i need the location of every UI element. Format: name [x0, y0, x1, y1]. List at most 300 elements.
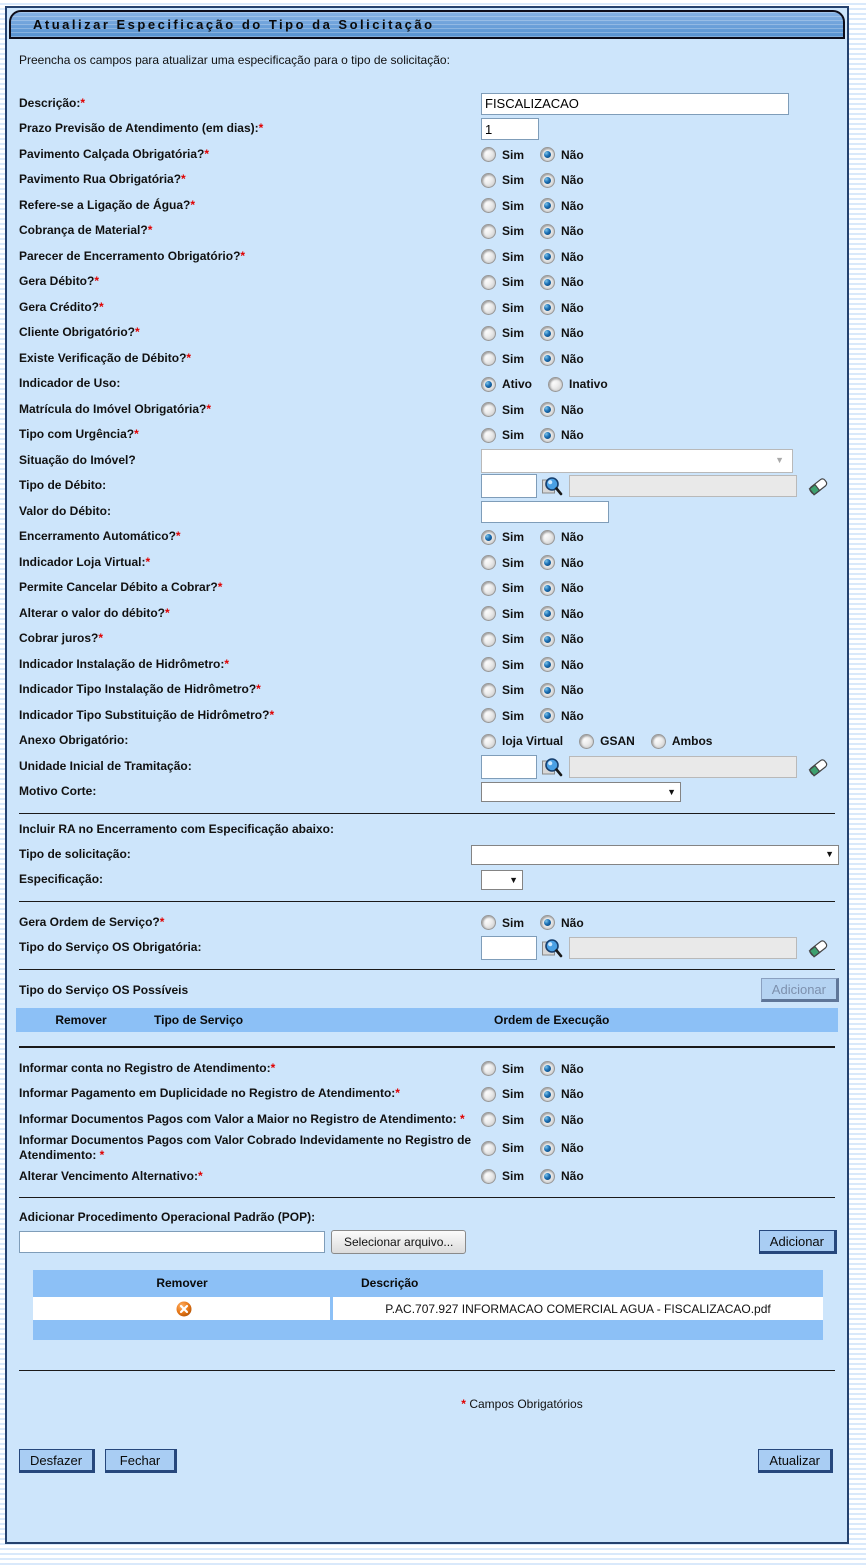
field-control — [481, 118, 839, 140]
radio-option-ambos — [651, 734, 713, 749]
radio-label: Não — [561, 198, 584, 213]
radio-label: Sim — [502, 147, 525, 162]
form-row-prazo-previsao-de-atendimento-em-dias — [15, 117, 839, 143]
radio-label: Sim — [502, 708, 525, 723]
radio-label: Não — [561, 249, 584, 264]
lookup-description-tipo-de-debito — [569, 475, 797, 497]
field-control — [481, 1112, 839, 1127]
radio-nao[interactable] — [540, 530, 555, 545]
required-star: * — [175, 529, 181, 544]
radio-label: Sim — [502, 326, 525, 341]
required-star: * — [80, 95, 86, 110]
radio-sim[interactable] — [481, 428, 496, 443]
radio-option-sim — [481, 326, 524, 341]
radio-nao-selected[interactable] — [540, 275, 555, 290]
required-star: * — [395, 1086, 400, 1101]
radio-label: Ativo — [502, 377, 532, 392]
radio-nao-selected[interactable] — [540, 249, 555, 264]
field-label-indicador-instalacao-de-hidrometro: Indicador Instalação de Hidrômetro:* — [19, 656, 230, 671]
field-control — [481, 1169, 839, 1184]
field-control — [481, 734, 839, 749]
field-control — [481, 351, 839, 366]
os-table-header-row — [16, 1008, 838, 1032]
radio-sim[interactable] — [481, 147, 496, 162]
radio-option-sim — [481, 249, 524, 264]
field-label-tipo-com-urgencia: Tipo com Urgência?* — [19, 427, 139, 442]
radio-gsan[interactable] — [579, 734, 594, 749]
select-motivo-corte[interactable] — [481, 782, 681, 802]
form-row-gera-credito — [15, 295, 839, 321]
field-label-informar-pagamento-em-duplicidade-no-registro-de-atendimento: Informar Pagamento em Duplicidade no Registro de Atendimento:* — [19, 1086, 400, 1101]
field-label-indicador-tipo-instalacao-de-hidrometro: Indicador Tipo Instalação de Hidrômetro?* — [19, 682, 261, 697]
field-control — [481, 501, 839, 523]
pop-file-path-input[interactable] — [19, 1231, 325, 1253]
radio-label: Não — [561, 326, 584, 341]
radio-option-sim — [481, 1169, 524, 1184]
radio-label: Não — [561, 555, 584, 570]
field-label-pavimento-calcada-obrigatoria: Pavimento Calçada Obrigatória?* — [19, 146, 210, 161]
radio-sim[interactable] — [481, 683, 496, 698]
lookup-code-tipo-do-servico-os-obrigatoria[interactable] — [481, 936, 537, 960]
field-label-indicador-loja-virtual: Indicador Loja Virtual:* — [19, 554, 151, 569]
radio-nao-selected[interactable] — [540, 708, 555, 723]
radio-option-loja-virtual — [481, 734, 563, 749]
radio-option-sim — [481, 428, 524, 443]
eraser-icon[interactable] — [807, 937, 829, 959]
search-icon[interactable] — [541, 756, 563, 778]
separator — [19, 813, 835, 814]
radio-option-nao — [540, 606, 584, 621]
field-label-refere-se-a-ligacao-de-agua: Refere-se a Ligação de Água?* — [19, 197, 196, 212]
pop-table — [33, 1270, 823, 1340]
field-control — [481, 782, 839, 802]
radio-label: Não — [561, 275, 584, 290]
radio-nao-selected[interactable] — [540, 657, 555, 672]
required-star: * — [98, 631, 104, 646]
radio-label: Sim — [502, 683, 525, 698]
eraser-icon[interactable] — [807, 756, 829, 778]
radio-sim[interactable] — [481, 326, 496, 341]
required-star: * — [135, 325, 140, 340]
instruction-text: Preencha os campos para atualizar uma especificação para o tipo de solicitação: — [19, 53, 450, 67]
radio-sim[interactable] — [481, 198, 496, 213]
field-control — [481, 224, 839, 239]
form-row-indicador-tipo-substituicao-de-hidrometro — [15, 703, 839, 729]
radio-option-nao — [540, 657, 584, 672]
required-star: * — [269, 707, 275, 722]
radio-nao-selected[interactable] — [540, 1087, 555, 1102]
radio-label: Não — [561, 351, 584, 366]
field-label-matricula-do-imovel-obrigatoria: Matrícula do Imóvel Obrigatória?* — [19, 401, 212, 416]
radio-nao-selected[interactable] — [540, 1169, 555, 1184]
radio-sim[interactable] — [481, 1087, 496, 1102]
field-control — [481, 657, 839, 672]
field-label-tipo-de-debito: Tipo de Débito: — [19, 478, 107, 493]
radio-loja-virtual[interactable] — [481, 734, 496, 749]
pop-row-description: P.AC.707.927 INFORMACAO COMERCIAL AGUA - FISCALIZACAO.pdf — [333, 1297, 823, 1320]
radio-nao-selected[interactable] — [540, 326, 555, 341]
search-icon[interactable] — [541, 937, 563, 959]
field-control — [481, 93, 839, 115]
lookup-code-tipo-de-debito[interactable] — [481, 474, 537, 498]
required-star: * — [147, 223, 153, 238]
field-label-informar-conta-no-registro-de-atendimento: Informar conta no Registro de Atendimento:* — [19, 1060, 276, 1075]
field-control — [481, 147, 839, 162]
radio-sim[interactable] — [481, 606, 496, 621]
radio-option-nao — [540, 173, 584, 188]
radio-label: Não — [561, 632, 584, 647]
field-control — [481, 428, 839, 443]
field-label-especificacao: Especificação: — [19, 872, 104, 887]
radio-option-sim — [481, 1141, 524, 1156]
form-row-motivo-corte — [15, 780, 839, 806]
form-row-descricao — [15, 91, 839, 117]
radio-label: Não — [561, 1169, 584, 1184]
chevron-down-icon: ▼ — [775, 455, 784, 466]
radio-label: Sim — [502, 428, 525, 443]
field-label-cobranca-de-material: Cobrança de Material?* — [19, 223, 153, 238]
radio-option-nao — [540, 300, 584, 315]
form-row-tipo-de-solicitacao — [15, 842, 839, 868]
field-control — [481, 683, 839, 698]
field-label-anexo-obrigatorio: Anexo Obrigatório: — [19, 733, 129, 748]
radio-option-sim — [481, 173, 524, 188]
field-label-situacao-do-imovel: Situação do Imóvel? — [19, 452, 136, 467]
radio-option-nao — [540, 275, 584, 290]
radio-option-gsan — [579, 734, 635, 749]
form-row-situacao-do-imovel — [15, 448, 839, 474]
chevron-down-icon: ▼ — [509, 874, 518, 885]
field-control — [481, 606, 839, 621]
separator — [19, 901, 835, 902]
radio-option-nao — [540, 428, 584, 443]
radio-sim[interactable] — [481, 275, 496, 290]
radio-label: Não — [561, 530, 584, 545]
radio-nao-selected[interactable] — [540, 1061, 555, 1076]
separator — [19, 1197, 835, 1198]
form-row-alterar-vencimento-alternativo — [15, 1164, 839, 1190]
field-control — [481, 249, 839, 264]
radio-sim[interactable] — [481, 1169, 496, 1184]
radio-option-nao — [540, 555, 584, 570]
radio-label: Sim — [502, 606, 525, 621]
field-label-alterar-o-valor-do-debito: Alterar o valor do débito?* — [19, 605, 170, 620]
form-row-refere-se-a-ligacao-de-agua — [15, 193, 839, 219]
input-descricao[interactable] — [481, 93, 789, 115]
pop-add-button[interactable]: Adicionar — [759, 1230, 837, 1254]
radio-nao-selected[interactable] — [540, 224, 555, 239]
radio-option-nao — [540, 1112, 584, 1127]
radio-sim[interactable] — [481, 351, 496, 366]
radio-option-sim — [481, 915, 524, 930]
form-row-informar-documentos-pagos-com-valor-cobrado-indevidamente-no-registro-de-atendimento — [15, 1133, 839, 1164]
radio-sim[interactable] — [481, 224, 496, 239]
field-control — [481, 402, 839, 417]
radio-nao-selected[interactable] — [540, 555, 555, 570]
os-col-tipo-servico: Tipo de Serviço — [154, 1013, 244, 1027]
form-row-alterar-o-valor-do-debito — [15, 601, 839, 627]
radio-label: Sim — [502, 275, 525, 290]
radio-option-sim — [481, 300, 524, 315]
required-star: * — [217, 580, 223, 595]
radio-option-nao — [540, 1169, 584, 1184]
field-label-parecer-de-encerramento-obrigatorio: Parecer de Encerramento Obrigatório?* — [19, 248, 246, 263]
radio-sim[interactable] — [481, 1061, 496, 1076]
field-control — [481, 377, 839, 392]
lookup-description-tipo-do-servico-os-obrigatoria — [569, 937, 797, 959]
field-label-informar-documentos-pagos-com-valor-cobrado-indevidamente-no-registro-de-atendimento: Informar Documentos Pagos com Valor Cobrado Indevidamente no Registro de Atendimento: * — [19, 1132, 472, 1163]
radio-option-sim — [481, 351, 524, 366]
field-control — [481, 632, 839, 647]
radio-option-nao — [540, 326, 584, 341]
form-row-indicador-tipo-instalacao-de-hidrometro — [15, 678, 839, 704]
radio-nao-selected[interactable] — [540, 581, 555, 596]
form-row-cobranca-de-material — [15, 219, 839, 245]
radio-sim[interactable] — [481, 581, 496, 596]
radio-option-nao — [540, 683, 584, 698]
form-row-tipo-de-debito — [15, 474, 839, 500]
radio-nao-selected[interactable] — [540, 1112, 555, 1127]
radio-option-sim — [481, 530, 524, 545]
select-especificacao[interactable] — [481, 870, 523, 890]
required-note-text: Campos Obrigatórios — [469, 1397, 583, 1412]
form-row-especificacao — [15, 868, 839, 894]
field-label-cliente-obrigatorio: Cliente Obrigatório?* — [19, 325, 140, 340]
radio-label: Não — [561, 1061, 584, 1076]
required-star: * — [256, 682, 261, 697]
radio-sim[interactable] — [481, 915, 496, 930]
radio-option-nao — [540, 530, 584, 545]
radio-label: Sim — [502, 300, 525, 315]
radio-option-nao — [540, 198, 584, 213]
radio-label: Sim — [502, 351, 525, 366]
form-row-gera-debito — [15, 270, 839, 296]
required-fields-note — [15, 1397, 839, 1411]
radio-label: Não — [561, 683, 584, 698]
form-row-anexo-obrigatorio — [15, 729, 839, 755]
radio-nao-selected[interactable] — [540, 632, 555, 647]
radio-nao-selected[interactable] — [540, 147, 555, 162]
radio-option-nao — [540, 1087, 584, 1102]
radio-sim[interactable] — [481, 300, 496, 315]
form-row-unidade-inicial-de-tramitacao — [15, 754, 839, 780]
radio-option-sim — [481, 224, 524, 239]
form-row-valor-do-debito — [15, 499, 839, 525]
form-row-pavimento-rua-obrigatoria — [15, 168, 839, 194]
undo-button[interactable]: Desfazer — [19, 1449, 95, 1473]
radio-label: Sim — [502, 249, 525, 264]
field-control — [481, 1087, 839, 1102]
radio-nao-selected[interactable] — [540, 300, 555, 315]
field-control — [481, 474, 839, 498]
radio-label: Não — [561, 657, 584, 672]
form-row-gera-ordem-de-servico — [15, 910, 839, 936]
radio-nao-selected[interactable] — [540, 683, 555, 698]
field-control — [481, 555, 839, 570]
radio-option-nao — [540, 147, 584, 162]
radio-label: Sim — [502, 581, 525, 596]
radio-sim[interactable] — [481, 657, 496, 672]
field-control — [481, 173, 839, 188]
radio-sim[interactable] — [481, 632, 496, 647]
radio-option-nao — [540, 249, 584, 264]
form-row-parecer-de-encerramento-obrigatorio — [15, 244, 839, 270]
chevron-down-icon: ▼ — [667, 786, 676, 797]
form-row-matricula-do-imovel-obrigatoria — [15, 397, 839, 423]
input-valor-do-debito[interactable] — [481, 501, 609, 523]
radio-option-nao — [540, 1061, 584, 1076]
radio-label: Sim — [502, 632, 525, 647]
radio-sim-selected[interactable] — [481, 530, 496, 545]
required-star: * — [459, 1111, 465, 1126]
form-row-tipo-do-servico-os-obrigatoria — [15, 936, 839, 962]
pop-col-remover: Remover — [156, 1276, 208, 1291]
radio-label: Não — [561, 147, 584, 162]
field-control — [471, 845, 839, 865]
required-star: * — [197, 1168, 203, 1183]
radio-label: Sim — [502, 657, 525, 672]
field-label-gera-debito: Gera Débito?* — [19, 274, 100, 289]
field-control — [481, 275, 839, 290]
form-row-cliente-obrigatorio — [15, 321, 839, 347]
radio-nao-selected[interactable] — [540, 428, 555, 443]
radio-nao-selected[interactable] — [540, 351, 555, 366]
radio-label: Não — [561, 402, 584, 417]
radio-nao-selected[interactable] — [540, 198, 555, 213]
field-control — [481, 1141, 839, 1156]
radio-sim[interactable] — [481, 173, 496, 188]
field-label-tipo-de-solicitacao: Tipo de solicitação: — [19, 846, 131, 861]
pop-table-header-row — [33, 1270, 823, 1296]
field-control — [481, 936, 839, 960]
field-label-alterar-vencimento-alternativo: Alterar Vencimento Alternativo:* — [19, 1168, 203, 1183]
radio-sim[interactable] — [481, 555, 496, 570]
field-control — [481, 530, 839, 545]
radio-ativo-selected[interactable] — [481, 377, 496, 392]
radio-sim[interactable] — [481, 1141, 496, 1156]
field-label-cobrar-juros: Cobrar juros?* — [19, 631, 104, 646]
field-label-informar-documentos-pagos-com-valor-a-maior-no-registro-de-atendimento: Informar Documentos Pagos com Valor a Maior no Registro de Atendimento: * — [19, 1111, 465, 1126]
fields-ordem-servico — [15, 910, 839, 961]
form-row-informar-documentos-pagos-com-valor-a-maior-no-registro-de-atendimento — [15, 1107, 839, 1133]
field-control — [481, 300, 839, 315]
page-title: Atualizar Especificação do Tipo da Solicitação — [9, 10, 845, 39]
radio-option-sim — [481, 1061, 524, 1076]
eraser-icon[interactable] — [807, 475, 829, 497]
radio-option-nao — [540, 224, 584, 239]
field-label-pavimento-rua-obrigatoria: Pavimento Rua Obrigatória?* — [19, 172, 186, 187]
table-row — [33, 1297, 823, 1320]
required-star: * — [258, 121, 264, 136]
radio-sim[interactable] — [481, 1112, 496, 1127]
field-label-tipo-do-servico-os-obrigatoria: Tipo do Serviço OS Obrigatória: — [19, 940, 202, 955]
radio-label: Não — [561, 224, 584, 239]
required-star: * — [206, 401, 212, 416]
radio-option-nao — [540, 402, 584, 417]
field-label-permite-cancelar-debito-a-cobrar: Permite Cancelar Débito a Cobrar?* — [19, 580, 223, 595]
separator — [19, 969, 835, 970]
form-row-pavimento-calcada-obrigatoria — [15, 142, 839, 168]
field-label-encerramento-automatico: Encerramento Automático?* — [19, 529, 181, 544]
radio-option-sim — [481, 1087, 524, 1102]
radio-label: Não — [561, 300, 584, 315]
radio-label: Sim — [502, 1061, 525, 1076]
radio-option-sim — [481, 1112, 524, 1127]
radio-ambos[interactable] — [651, 734, 666, 749]
required-star: * — [270, 1060, 276, 1075]
radio-option-inativo — [548, 377, 608, 392]
radio-label: Não — [561, 915, 584, 930]
radio-sim[interactable] — [481, 249, 496, 264]
close-button[interactable]: Fechar — [105, 1449, 177, 1473]
radio-nao-selected[interactable] — [540, 915, 555, 930]
form-row-existe-verificacao-de-debito — [15, 346, 839, 372]
required-star: * — [461, 1397, 466, 1412]
radio-nao-selected[interactable] — [540, 1141, 555, 1156]
footer-buttons — [19, 1449, 835, 1473]
search-icon[interactable] — [541, 475, 563, 497]
field-control — [481, 326, 839, 341]
fields-main — [15, 91, 839, 805]
os-col-remover: Remover — [55, 1013, 107, 1027]
main-container — [5, 6, 849, 1544]
field-control — [481, 755, 839, 779]
select-tipo-de-solicitacao[interactable] — [471, 845, 839, 865]
radio-sim[interactable] — [481, 708, 496, 723]
field-label-indicador-tipo-substituicao-de-hidrometro: Indicador Tipo Substituição de Hidrômetro?* — [19, 707, 275, 722]
radio-label: Ambos — [671, 734, 713, 749]
radio-option-nao — [540, 915, 584, 930]
field-label-unidade-inicial-de-tramitacao: Unidade Inicial de Tramitação: — [19, 758, 192, 773]
radio-nao-selected[interactable] — [540, 606, 555, 621]
required-star: * — [186, 350, 192, 365]
radio-option-sim — [481, 708, 524, 723]
radio-label: Sim — [502, 402, 525, 417]
radio-option-nao — [540, 581, 584, 596]
radio-label: Não — [561, 1112, 584, 1127]
separator — [19, 1046, 835, 1048]
pop-upload-row — [19, 1230, 839, 1254]
pop-row-remove-cell — [33, 1297, 330, 1320]
radio-label: Não — [561, 1087, 584, 1102]
radio-nao-selected[interactable] — [540, 173, 555, 188]
input-prazo-previsao-de-atendimento-em-dias[interactable] — [481, 118, 539, 140]
update-button[interactable]: Atualizar — [758, 1449, 833, 1473]
radio-label: Sim — [502, 1169, 525, 1184]
remove-icon[interactable] — [176, 1301, 192, 1317]
form-row-informar-conta-no-registro-de-atendimento — [15, 1056, 839, 1082]
radio-option-sim — [481, 198, 524, 213]
radio-option-sim — [481, 606, 524, 621]
radio-nao-selected[interactable] — [540, 402, 555, 417]
lookup-code-unidade-inicial-de-tramitacao[interactable] — [481, 755, 537, 779]
radio-label: Não — [561, 581, 584, 596]
radio-label: Não — [561, 606, 584, 621]
form-content — [7, 53, 847, 1473]
radio-label: Sim — [502, 530, 525, 545]
field-control — [481, 708, 839, 723]
radio-option-sim — [481, 683, 524, 698]
form-row-cobrar-juros — [15, 627, 839, 653]
radio-inativo[interactable] — [548, 377, 563, 392]
field-label-motivo-corte: Motivo Corte: — [19, 784, 97, 799]
required-star: * — [165, 605, 170, 620]
radio-sim[interactable] — [481, 402, 496, 417]
radio-label: Sim — [502, 915, 525, 930]
required-star: * — [204, 146, 210, 161]
form-row-indicador-loja-virtual — [15, 550, 839, 576]
pop-select-file-button[interactable]: Selecionar arquivo... — [331, 1230, 466, 1254]
